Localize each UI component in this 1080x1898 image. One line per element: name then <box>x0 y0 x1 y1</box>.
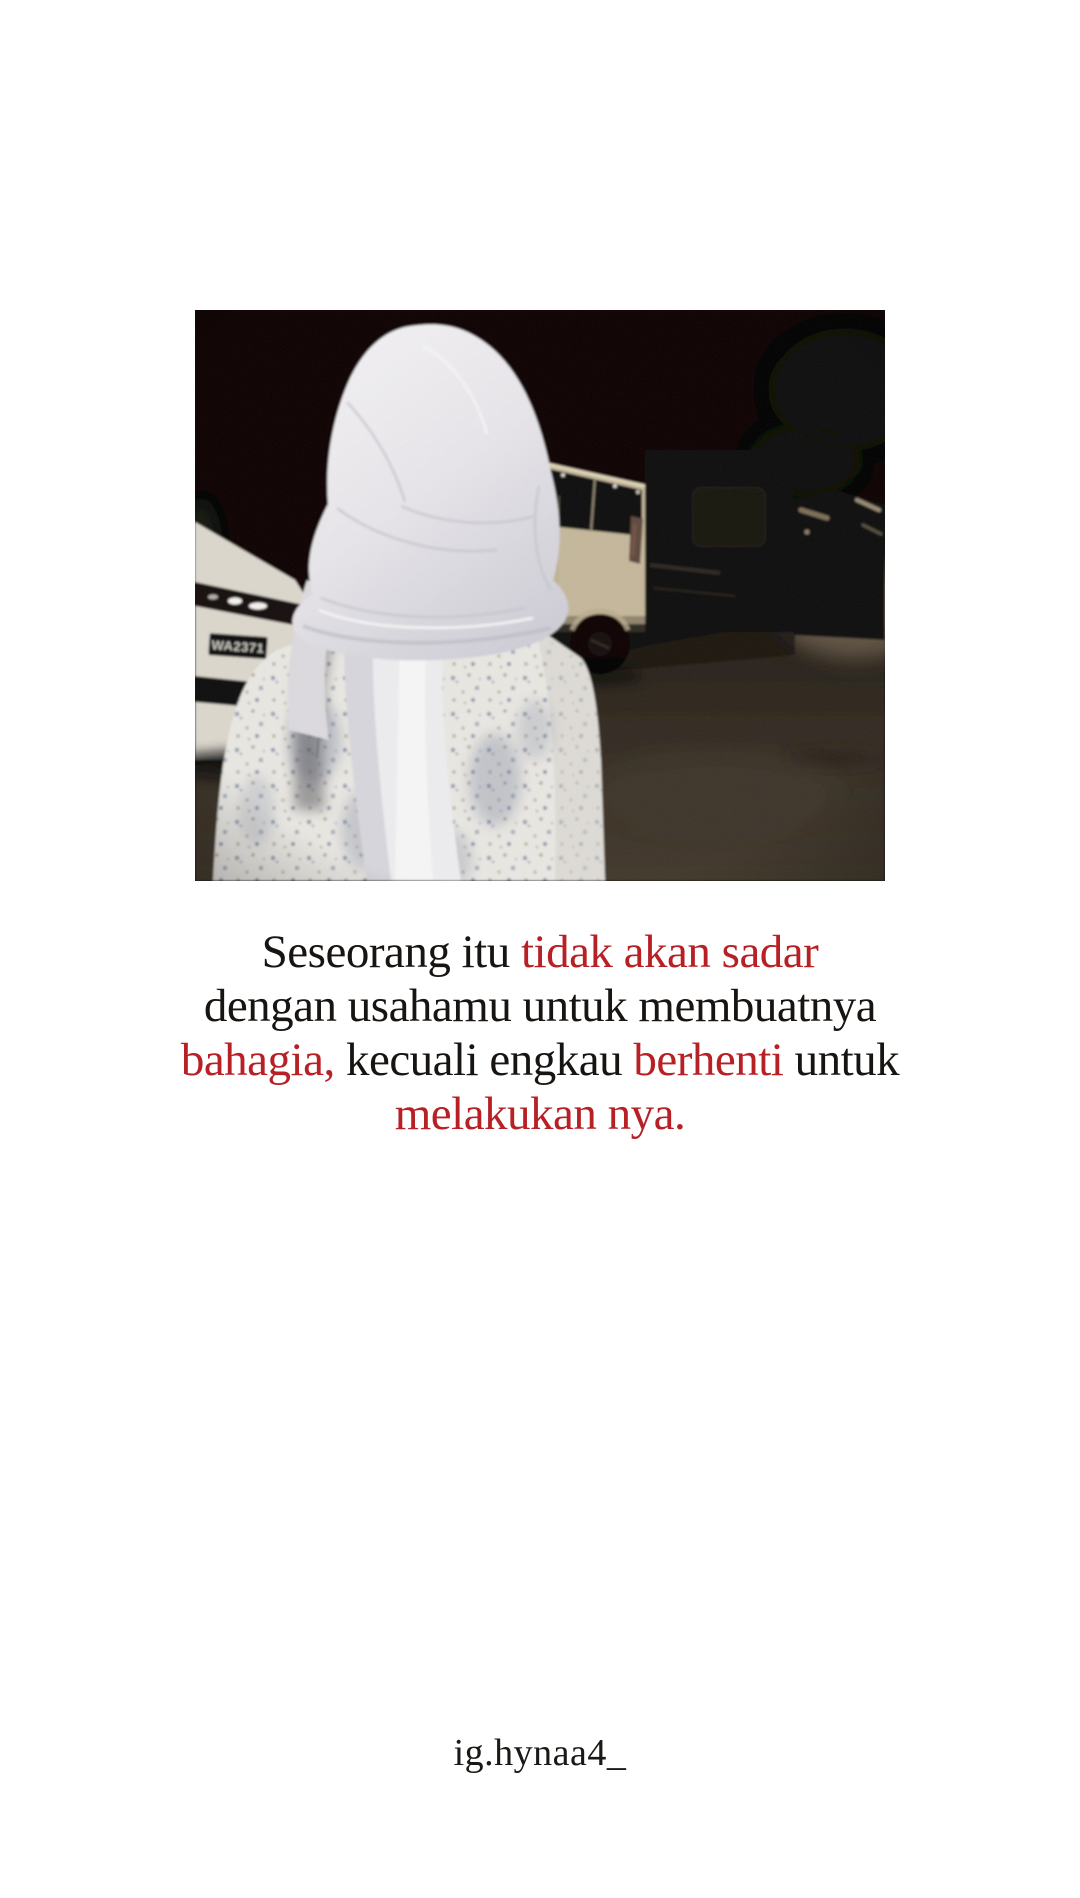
quote-segment-red: bahagia, <box>180 1034 335 1086</box>
photo-illustration <box>195 310 885 881</box>
quote-segment-black: kecuali engkau <box>334 1034 634 1086</box>
quote-line <box>0 1033 1080 1087</box>
vignette <box>195 310 885 881</box>
photo-night-parking <box>195 310 885 881</box>
quote-line <box>0 925 1080 979</box>
instagram-handle: ig.hynaa4_ <box>453 1732 627 1774</box>
quote-segment-red: berhenti <box>633 1034 784 1086</box>
quote-line <box>0 1087 1080 1141</box>
quote-segment-black: Seseorang itu <box>261 926 521 978</box>
quote-segment-red: tidak akan sadar <box>520 926 819 978</box>
quote-segment-black: untuk <box>783 1034 900 1086</box>
quote-text <box>0 925 1080 1141</box>
quote-line <box>0 979 1080 1033</box>
quote-segment-red: melakukan nya. <box>394 1088 686 1140</box>
quote-segment-black: dengan usahamu untuk membuatnya <box>203 980 877 1032</box>
